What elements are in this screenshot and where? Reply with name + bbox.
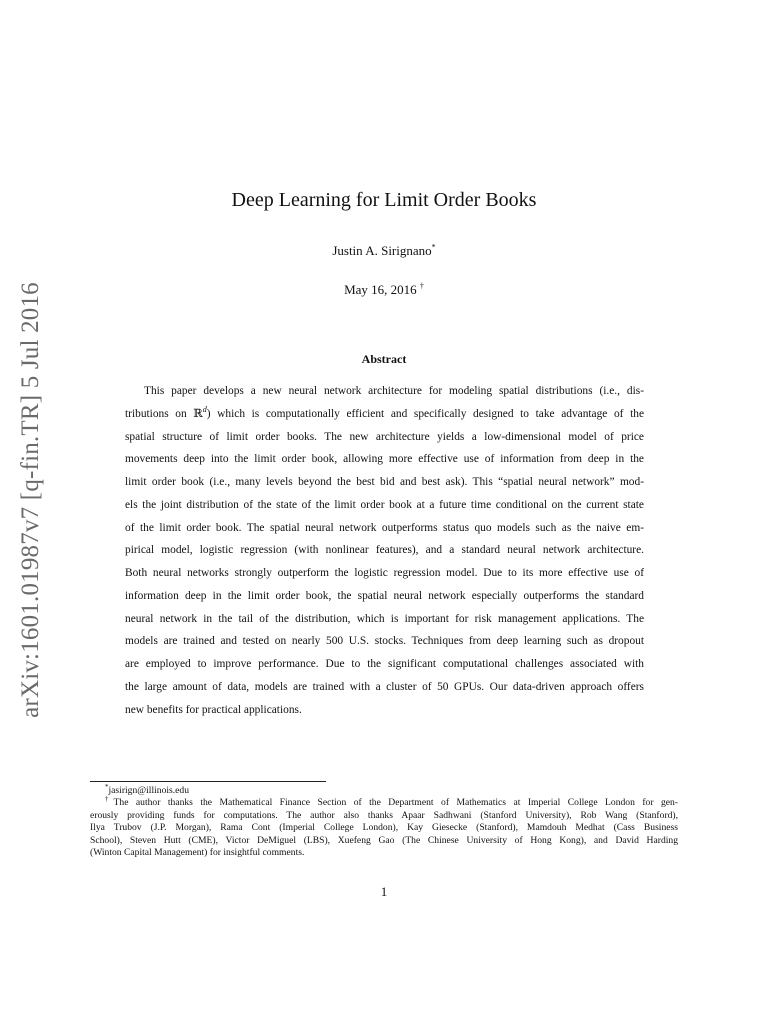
date-footnote-mark: † [419,281,424,291]
abstract-line: of the limit order book. The spatial neural network outperforms status quo models such as the naive em- [125,521,644,534]
author-email: jasirign@illinois.edu [108,785,190,796]
abstract-line: the large amount of data, models are trained with a cluster of 50 GPUs. Our data-driven approach offers [125,680,644,693]
abstract-body [125,380,644,721]
abstract-line-rest: ) which is computationally efficient and specifically designed to take advantage of the [206,407,645,420]
page-number: 1 [380,884,388,899]
abstract-line: pirical model, logistic regression (with nonlinear features), and a standard neural network architecture. [125,544,644,557]
footnote-text: The author thanks the Mathematical Finance Section of the Department of Mathematics at Imperial College London for gen- [113,797,679,809]
footnote-acknowledgment-line: (Winton Capital Management) for insightful comments. [90,847,305,859]
paper-title: Deep Learning for Limit Order Books [231,189,537,211]
footnote-acknowledgment-line: erously providing funds for computations. The author also thanks Apaar Sadhwani (Stanford University), Rob Wang (Stanford), [90,809,678,821]
footnote-rule [90,781,326,782]
abstract-line: spatial structure of limit order books. The new architecture yields a low-dimensional model of price [125,430,644,443]
dimension-superscript: d [202,404,207,414]
author-line [0,243,768,259]
abstract-line: movements deep into the limit order book, allowing more effective use of information from deep in the [125,453,644,466]
abstract-line: are employed to improve performance. Due to the significant computational challenges associated with [125,658,644,670]
footnote-mark: * [105,782,109,791]
abstract-line: This paper develops a new neural network architecture for modeling spatial distributions (i.e., dis- [144,385,644,397]
date-line [0,282,768,298]
footnote-email [90,782,678,797]
footnotes [90,782,679,859]
footnote-acknowledgment-line: Ilya Trubov (J.P. Morgan), Rama Cont (Imperial College London), Kay Giesecke (Stanford), Mamdouh Medhat (Cass Business [90,822,678,834]
abstract-line [125,403,644,426]
footnote-acknowledgment-line: School), Steven Hutt (CME), Victor DeMiguel (LBS), Xuefeng Gao (The Chinese University of Hong Kong), and David Harding [90,834,678,846]
footnote-mark: † [105,795,114,804]
author-name: Justin A. Sirignano [332,243,432,258]
abstract-line: information deep in the limit order book, the spatial neural network especially outperforms the standard [125,589,644,602]
arxiv-identifier: arXiv:1601.01987v7 [q-fin.TR] 5 Jul 2016 [17,282,45,718]
abstract-line-start: tributions on ℝ [125,407,203,420]
abstract-line: Both neural networks strongly outperform the logistic regression model. Due to its more effective use of [125,567,644,579]
abstract-line: els the joint distribution of the state of the limit order book at a future time conditional on the current state [125,498,644,511]
author-footnote-mark: * [431,242,436,252]
abstract-line: new benefits for practical applications. [125,703,302,716]
footnote-acknowledgment-line [90,797,678,809]
arxiv-side-stamp [8,280,54,720]
abstract-line: neural network in the tail of the distribution, which is important for risk management applications. The [125,612,644,625]
abstract-line: limit order book (i.e., many levels beyond the best bid and best ask). This “spatial neural network” mod- [125,476,644,488]
abstract-line: models are trained and tested on nearly 500 U.S. stocks. Techniques from deep learning such as dropout [125,635,644,648]
abstract-heading: Abstract [361,352,407,366]
paper-date: May 16, 2016 [344,282,417,297]
